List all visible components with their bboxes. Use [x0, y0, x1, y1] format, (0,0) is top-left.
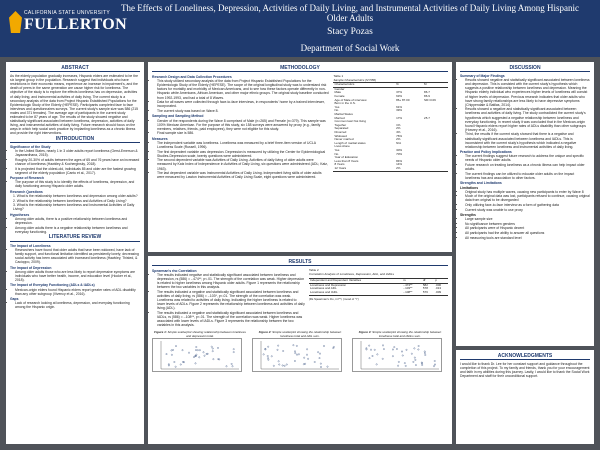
table-cell: 25.7 [424, 115, 430, 120]
table-cell: 8 Years [334, 162, 345, 167]
list-item: 2. What is the relationship between loneliness and Activities of Daily Living? [13, 198, 127, 203]
table-cell: 86.7 [424, 90, 430, 95]
lit-subtitle: The Impact of Loneliness [10, 243, 51, 248]
scatter-point [319, 353, 320, 354]
list-item: • Among older adults those who are less likely to report depressive symptoms are individuals who have better health, income, and education level (Hooker et al., 2018). [15, 270, 140, 282]
list-item: • All participants had the ability to answer all questions [465, 231, 590, 235]
scatter-point [434, 360, 435, 361]
list-item: • Gender of the respondents during the Wave 8 comprised of Male (n=265) and Female (n=379). This sample was 100% Mexican American. For the purpose of this study, six 158 surveys were answered by proxy (e.g., family members, relatives, friends, paid employees), they were not eligible for this study. [157, 119, 329, 131]
lit-subtitle: The Impact of Depression [10, 265, 52, 270]
scatter-point [382, 345, 383, 346]
scatter-point [273, 365, 274, 366]
limitations-title: Limitations [460, 185, 479, 190]
scatter-point [298, 354, 299, 355]
list-item: 3. What is the relationship between loneliness and Instrumental Activities of Daily Living? [13, 203, 135, 212]
table-2 [309, 268, 448, 329]
scatter-point [294, 351, 295, 352]
scatter-point [268, 346, 269, 347]
scatter-point [231, 363, 232, 364]
list-item: • Data for all waves were collected through face-to-face interviews, in respondents' home by a trained interviewer, incorporated. [157, 100, 329, 108]
scatter-point [199, 350, 200, 351]
table-cell: 70% [396, 151, 403, 156]
figure-3 [352, 331, 448, 373]
list-item: • The first dependent variable was depression. Depression is measured by utilizing the Center for Epidemiological Studies-Depression scale, twenty questions were administered. [157, 150, 329, 158]
table-cell: Separated [334, 126, 349, 131]
results-panel [148, 256, 452, 444]
scatter-point [294, 360, 295, 361]
table-cell: Less than 8 Years [334, 158, 359, 163]
scatter-point [278, 361, 279, 362]
scatter-point [396, 348, 397, 349]
scatter-point [188, 352, 189, 353]
table-cell: 12 Years [333, 167, 395, 171]
table-cell: Born in the U.S. [334, 101, 356, 106]
results-heading: RESULTS [152, 260, 448, 266]
table-cell: Together [334, 122, 347, 127]
table-cell: Lives Alone [334, 144, 350, 149]
acknowledgments-panel [456, 350, 594, 444]
table-cell: 84% [396, 158, 403, 163]
abstract-text: As the elderly population gradually increases, Hispanic elders are estimated to be the six largest group in the population. Research suggest that individuals who have restrictions in their economic means, experience an increase in impairment's, and the death of peers in the same generation are cause higher risk for loneliness. The objective of the study is to explore the effects loneliness has on depression, activities of daily living, and instrumental activities of daily living. The current study is a secondary analysis of the data from Project Hispanic Established Populations for the Epidemiologic Study of the Elderly (HEPESE). Participants completed face to face interviews and questionnaires surveys. The current study's sample size was 586 (215 males and 371 females). The average age of participants in the current study estimated to be 87 years of age. The results of the study showed negative and statistically significant associated between loneliness, depression, activities of daily living, and instrumental activities of daily living. Future research should focus on the ways in which help social work practice by implanting loneliness as a chronic illness and provide the right interventions. [10, 74, 138, 136]
scatter-point [304, 357, 305, 358]
scatter-point [414, 348, 415, 349]
table-cell: .000 [435, 282, 442, 287]
scatter-point [278, 345, 279, 346]
scatter-point [293, 345, 294, 346]
scatter-point [182, 350, 183, 351]
table-cell: -.474** [403, 282, 413, 287]
campus-name: FULLERTON [24, 16, 128, 33]
table-cell: Widowed [334, 133, 347, 138]
table-cell: 2% [395, 167, 423, 171]
table-caption: Table 2 [308, 268, 319, 273]
table-cell: Divorced [334, 130, 347, 134]
scatter-point [319, 357, 320, 358]
scatter-point [217, 347, 218, 348]
table-cell: Yes [334, 147, 340, 152]
table-cell: 576 [422, 291, 434, 295]
scatter-point [172, 349, 173, 350]
list-item: • Original study has multiple waves, causing new participants to enter by Wave 8 [465, 190, 590, 194]
titan-logo-icon [9, 11, 22, 33]
column-left [6, 62, 144, 444]
scatter-point [422, 364, 423, 365]
table-cell: -.103** [403, 286, 413, 291]
scatter-point [277, 349, 278, 350]
table-cell: 37% [396, 90, 403, 95]
discussion-panel [456, 62, 594, 346]
strengths-title: Strengths [460, 213, 476, 218]
table-cell: Year of Education [334, 155, 359, 160]
table-cell: Male [334, 90, 341, 95]
scatter-point [382, 358, 383, 359]
scatter-point [296, 345, 297, 346]
scatter-point [405, 365, 406, 366]
list-item: • The independent variable was loneliness. Loneliness was measured by a brief three-item version of UCLA Loneliness Scale (Russell, 1996). [157, 141, 329, 149]
lit-subtitle: Gaps [10, 297, 19, 302]
scatter-point [397, 365, 398, 366]
correlation-table [309, 278, 448, 295]
figures-row [152, 331, 448, 373]
table-cell: 61% [396, 104, 403, 109]
scatter-point [213, 359, 214, 360]
scatter-point [306, 354, 307, 355]
table-cell: N/A [396, 140, 402, 145]
scatter-point [268, 359, 269, 360]
table-cell: 582 [422, 282, 428, 287]
table-row [333, 167, 448, 171]
list-item: • Final sample size is 586. [157, 131, 329, 135]
scatter-point [327, 366, 328, 367]
method-subtitle: Measures [152, 136, 168, 141]
scatter-point [425, 354, 426, 355]
scatter-point [232, 366, 233, 367]
acknowledgments-text: I would like to thank Dr. Lee for her constant support and guidance throughout the completion of this project. To my family and friends, thank you for your encouragement and faith in my abilities during this journey. Lastly, I would like to thank the Social Work Department and staff for their unconditional support. [460, 362, 590, 379]
poster-title: The Effects of Loneliness, Depression, Activities of Daily Living, and Instrumental Activities of Daily Living Among Hispanic Older Adults [121, 3, 579, 23]
table-cell: 578 [422, 286, 428, 291]
acknowledgments-heading: ACKNOWLEDGMENTS [460, 354, 590, 360]
table-header-cell: Independent and Dependent Variables [309, 279, 402, 284]
scatter-point [392, 356, 393, 357]
significance-list [10, 149, 140, 175]
list-item: • Current study was unable to use proxy [465, 208, 590, 212]
scatter-point [282, 365, 283, 366]
scatter-point [271, 356, 272, 357]
scatter-point [424, 352, 425, 353]
table-cell: 2% [396, 126, 401, 131]
scatter-point [333, 347, 334, 348]
scatter-point [369, 345, 370, 346]
scatter-point [195, 349, 196, 350]
scatter-point [286, 364, 287, 365]
table-cell: Age of Male of interview [334, 97, 367, 102]
scatter-point [414, 357, 415, 358]
list-item: 1. What is the relationship between loneliness and depression among older adults? [13, 194, 138, 199]
table-cell: 17% [396, 115, 403, 120]
scatter-point [175, 366, 176, 367]
table-1 [333, 74, 448, 181]
table-cell: 86+ 87.00 [396, 97, 410, 102]
figure-caption: Simple scatterplot showing relationship between loneliness and depression total. [167, 329, 246, 338]
list-item: • It is projected that the oldest-old, individuals 85 and older are the fastest growing segment of the elderly population (Cantu et al., 2017). [15, 167, 140, 175]
scatter-point [418, 345, 419, 346]
table-note: (Rs Spearman's rho, rm**r, (mood of "r") [308, 296, 359, 301]
table-cell: Loneliness and IADL [309, 291, 402, 295]
csuf-logo [6, 5, 128, 51]
table-cell: Married [334, 115, 345, 120]
table-row [309, 291, 448, 295]
scatter-point [415, 364, 416, 365]
abstract-heading: ABSTRACT [10, 66, 140, 72]
scatter-point [402, 355, 403, 356]
table-header-cell: df [422, 279, 434, 284]
table-cell: Gender [334, 86, 345, 91]
scatter-point [283, 350, 284, 351]
scatter-point [413, 361, 414, 362]
list-item: • Roughly 20-30% of adults between the ages of 65 and 76 years have an increased chance of loneliness (Hawkley & Kocherginsky, 2018). [15, 158, 140, 166]
table-cell: 14% [396, 162, 403, 167]
scatter-point [404, 362, 405, 363]
list-item: • Mexican-origin elders found Hispanic elders report greater rates of ADL disability than any other subgroup (Vivency et al., 2016). [15, 288, 140, 296]
list-item: • Much of the original data was lost, participants refused to continue, causing original data from original to be disregarded [465, 194, 590, 202]
scatter-point [434, 364, 435, 365]
scatter-point [233, 351, 234, 352]
scatter-point [411, 353, 412, 354]
scatter-point [195, 363, 196, 364]
scatter-point [377, 354, 378, 355]
scatter-point [394, 346, 395, 347]
scatter-point [279, 364, 280, 365]
method-subtitle: Sampling and Sampling Method [152, 114, 204, 119]
scatter-point [392, 349, 393, 350]
list-item: • The purpose of this study is to identify the effects of loneliness, depression, and daily functioning among Hispanic older adults. [15, 180, 140, 188]
table-cell: Marital Status [334, 112, 353, 117]
sample-characteristics-table [333, 82, 448, 171]
scatter-point [415, 359, 416, 360]
list-item: • Lack of research looking at loneliness, depression, and everyday functioning among the Hispanic origin. [15, 301, 140, 309]
scatterplot-1 [152, 338, 242, 372]
figure-1 [152, 331, 248, 373]
scatter-point [370, 349, 371, 350]
literature-review-heading: LITERATURE REVIEW [10, 235, 140, 241]
purpose-title: Purpose of Research [10, 176, 44, 181]
list-item: • Among older adults there is a negative relationship between loneliness and everyday functioning. [15, 226, 140, 234]
scatter-point [320, 363, 321, 364]
scatter-point [171, 354, 172, 355]
scatter-point [211, 346, 212, 347]
table-caption: Table 1 [333, 74, 344, 79]
scatter-point [376, 364, 377, 365]
axis-lines [361, 341, 439, 369]
figure-label: Figure 2: [258, 329, 272, 334]
list-item: • Among older adults, there is a positive relationship between loneliness and depression. [15, 217, 140, 225]
scatter-point [197, 350, 198, 351]
scatter-point [398, 361, 399, 362]
scatter-point [306, 349, 307, 350]
scatter-point [174, 361, 175, 362]
table-cell: 86.9 [424, 94, 430, 99]
table-cell: 63% [396, 94, 403, 99]
scatter-point [233, 349, 234, 350]
scatter-point [295, 353, 296, 354]
list-item: • The results indicated negative and statistically significant associated between loneliness and depression, rs (586) = -.474**, p<.01. The strength of the correlation was weak. Higher depression is related to higher loneliness among Hispanic older adults. Figure 1 represents the relationship between the two variables in this analysis. [157, 273, 305, 289]
table-subtitle: Sample Characteristics (N=586) [333, 78, 377, 83]
scatter-point [196, 346, 197, 347]
list-item: • The current findings suggest future research to address the unique and specific needs of Hispanic older adults. [465, 154, 590, 162]
list-item: • Future research on treating loneliness as a chronic illness can help impact older adults. [465, 163, 590, 171]
list-item: • Third, the results if the current study showed that there is a negative and statistically significant associated between loneliness and IADLs. This is inconsistent with the current study's hypothesis which indicated a negative relationship between loneliness and instrumental activities of daily living. [465, 132, 590, 148]
scatter-point [406, 349, 407, 350]
figure-caption: Simple scatterplot showing the relationship between loneliness total and ADL sum. [272, 329, 342, 338]
scatter-point [424, 351, 425, 352]
scatter-point [320, 366, 321, 367]
discussion-subtitle: Practice and Policy Implications [460, 150, 512, 155]
list-item: • All participants were of Hispanic decent [465, 226, 590, 230]
table-cell: 76% [396, 133, 403, 138]
scatter-point [303, 364, 304, 365]
scatter-point [180, 364, 181, 365]
list-item: • The current study was based on Wave 8. [157, 109, 329, 113]
scatter-point [263, 354, 264, 355]
scatter-point [374, 349, 375, 350]
axis-lines [261, 341, 339, 369]
table-cell: 39% [396, 108, 403, 113]
scatter-point [284, 365, 285, 366]
scatter-point [401, 351, 402, 352]
scatter-point [433, 366, 434, 367]
scatter-point [226, 366, 227, 367]
scatter-point [166, 353, 167, 354]
table-header-cell: % [395, 83, 423, 88]
significance-title: Significance of the Study [10, 145, 51, 150]
table-cell: -.108** [402, 291, 422, 295]
list-item: • The last dependent variable was Instrumental Activities of Daily Living. Independent living skills of older adults were measured by Lawton Instrumental Activities of Daily Living Scale, eight questions were administered. [157, 171, 329, 179]
table-cell: .009 [434, 291, 448, 295]
table-cell: 2% [396, 137, 401, 142]
discussion-subtitle: Strengths and Limitations [460, 181, 502, 186]
scatter-point [171, 350, 172, 351]
scatter-point [317, 352, 318, 353]
table-cell: Yes [334, 104, 340, 109]
table-cell: Never married [334, 137, 354, 142]
scatter-point [314, 361, 315, 362]
list-item: • Results showed a negative and statistically significant associated between loneliness and activities of daily living. The study contradicted the current study's hypothesis which suggested a negative relationship between loneliness and everyday functioning. In recent study it was concluded that in the Mexican-origin found Hispanic elders report higher rates of ADLs disability than other subgroups (Howrey et al., 2016). [465, 107, 590, 132]
table-cell: SD=3.09 [424, 97, 436, 102]
figure-caption: Simple scatterplot showing the relationship between loneliness total and IADLs sum. [372, 329, 442, 338]
figure-2 [252, 331, 348, 373]
poster-author: Stacy Pozas [327, 27, 373, 37]
table-cell: Common law/ Not living [334, 119, 366, 124]
list-item: • Researchers have found that older adults that have been widowed, have lack of family support, and functional limitation identified as persistently lonely; decreasing social activity has been associated with increased loneliness (Hawkley, Thisted, & Cacioppo, 2009). [15, 248, 140, 264]
methodology-panel [148, 62, 452, 252]
table-cell: Length of marital status [334, 140, 366, 145]
list-item: • The results indicated a negative and statistically significant associated between loneliness and IADLs, rs (586) = -.108**, p<.01. The strength of the correlation was weak. Higher loneliness was associated with lower levels of IADLs. Figure 3 represents the relationship between the two variables in this analysis. [157, 311, 305, 327]
list-item: • The results indicated a negative and statistically significant associated between loneliness and activities of daily living, rs (586) = -.103*, p<.01. The strength of the correlation was weak. Loneliness was related to activities of daily living. Indicating the higher loneliness is related to lower levels of ADLs. Figure 2 represents the relationship between loneliness and activities of daily living (ADL). [157, 290, 305, 310]
method-subtitle: Research Design and Data Collection Procedures [152, 75, 232, 80]
scatter-point [204, 355, 205, 356]
table-cell: No [334, 151, 339, 156]
table-cell: Female [334, 94, 345, 99]
scatter-point [372, 355, 373, 356]
table-header-cell: M [423, 83, 448, 88]
table-cell: 30% [396, 147, 403, 152]
hypotheses-title: Hypotheses [10, 213, 30, 217]
scatter-point [203, 352, 204, 353]
methodology-heading: METHODOLOGY [152, 66, 448, 72]
figure-label: Figure 3: [358, 329, 372, 334]
introduction-heading: INTRODUCTION [10, 137, 140, 143]
university-name: CALIFORNIA STATE UNIVERSITY [24, 10, 110, 16]
table-cell [423, 167, 448, 171]
figure-label: Figure 1: [154, 329, 167, 334]
scatter-point [212, 351, 213, 352]
table-cell: No [334, 108, 339, 113]
poster-department: Department of Social Work [300, 43, 400, 53]
scatter-point [369, 358, 370, 359]
scatter-point [219, 359, 220, 360]
table-header-cell: Characteristics [333, 83, 395, 88]
table-cell: 1% [396, 122, 401, 127]
scatter-point [175, 345, 176, 346]
list-item: • Results showed negative and statistically significant associated between loneliness and depression. This is consisted with the current study's hypothesis which suggests a positive relationship between loneliness and depression. Meaning the Hispanic elderly individual who experiences higher levels of loneliness will consist of higher levels of depression. Previous research indicates that older adults who have strong family relationships are less likely to have depressive symptoms (Chippendale & Batilas, 2014). [465, 78, 590, 107]
discussion-heading: DISCUSSION [460, 66, 590, 72]
table-cell: Loneliness and ADL [309, 286, 337, 291]
discussion-subtitle: Summary of Major Findings [460, 74, 505, 79]
scatter-point [207, 353, 208, 354]
research-questions-title: Research Questions [10, 190, 43, 195]
table-header-cell: p [434, 279, 448, 284]
poster-header [0, 0, 600, 57]
list-item: • In the United States, nearly 1 in 3 older adults report loneliness (Gerst-Emerson & Jayawardhana, 2015). [15, 149, 140, 157]
scatter-point [193, 356, 194, 357]
scatter-point [307, 358, 308, 359]
scatterplot-2 [252, 338, 342, 372]
lit-subtitle: The Impact of Everyday Functioning (ADLs & IADLs) [10, 283, 95, 288]
table-header-cell: rs [402, 279, 422, 284]
list-item: • All measuring tools are standard level [465, 236, 590, 240]
scatter-point [267, 355, 268, 356]
table-subtitle: Correlation Analysis of Loneliness, Depression, ADL, and IADLs [308, 272, 394, 277]
list-item: • Large sample size [465, 217, 590, 221]
list-item: • No significance between genders [465, 222, 590, 226]
scatter-point [218, 358, 219, 359]
scatter-point [267, 358, 268, 359]
scatter-point [323, 345, 324, 346]
list-item: • This study utilized secondary analysis of the data from Project Hispanic Established Populations for the Epidemiologic Study of the Elderly (HEPESE). The scope of the original longitudinal study was to understand risk factors for mortality and morbidity of Mexican Americans, and to see how these factors operate differently in non-Hispanic white Americans, African American, and other major ethnic groups. The original study baseline conducted from 1992-1993, and had a total of 8 Waves. [157, 79, 329, 99]
scatter-point [196, 354, 197, 355]
scatter-point [212, 348, 213, 349]
scatter-point [199, 357, 200, 358]
list-item: • The second dependent variable was Activities of Daily Living. Activities of daily living of older adults were measured by Katz Index of Independence in Activities of Daily Living, six questions were administered (ADL; Katz, 1963). [157, 158, 329, 170]
table-cell: 4% [396, 130, 401, 134]
list-item: • The current findings can be utilized to educate older adults on the impact loneliness has and association to other factors. [465, 172, 590, 180]
scatter-point [418, 349, 419, 350]
list-item: • Only utilizing face-to-face interview as a form of gathering data [465, 203, 590, 207]
scatter-point [383, 348, 384, 349]
results-subtitle: Spearman's rho Correlation [152, 269, 197, 274]
scatter-point [296, 354, 297, 355]
scatterplot-3 [352, 338, 442, 372]
table-cell: Loneliness and Depression [309, 282, 347, 287]
table-cell: .013 [435, 286, 442, 291]
